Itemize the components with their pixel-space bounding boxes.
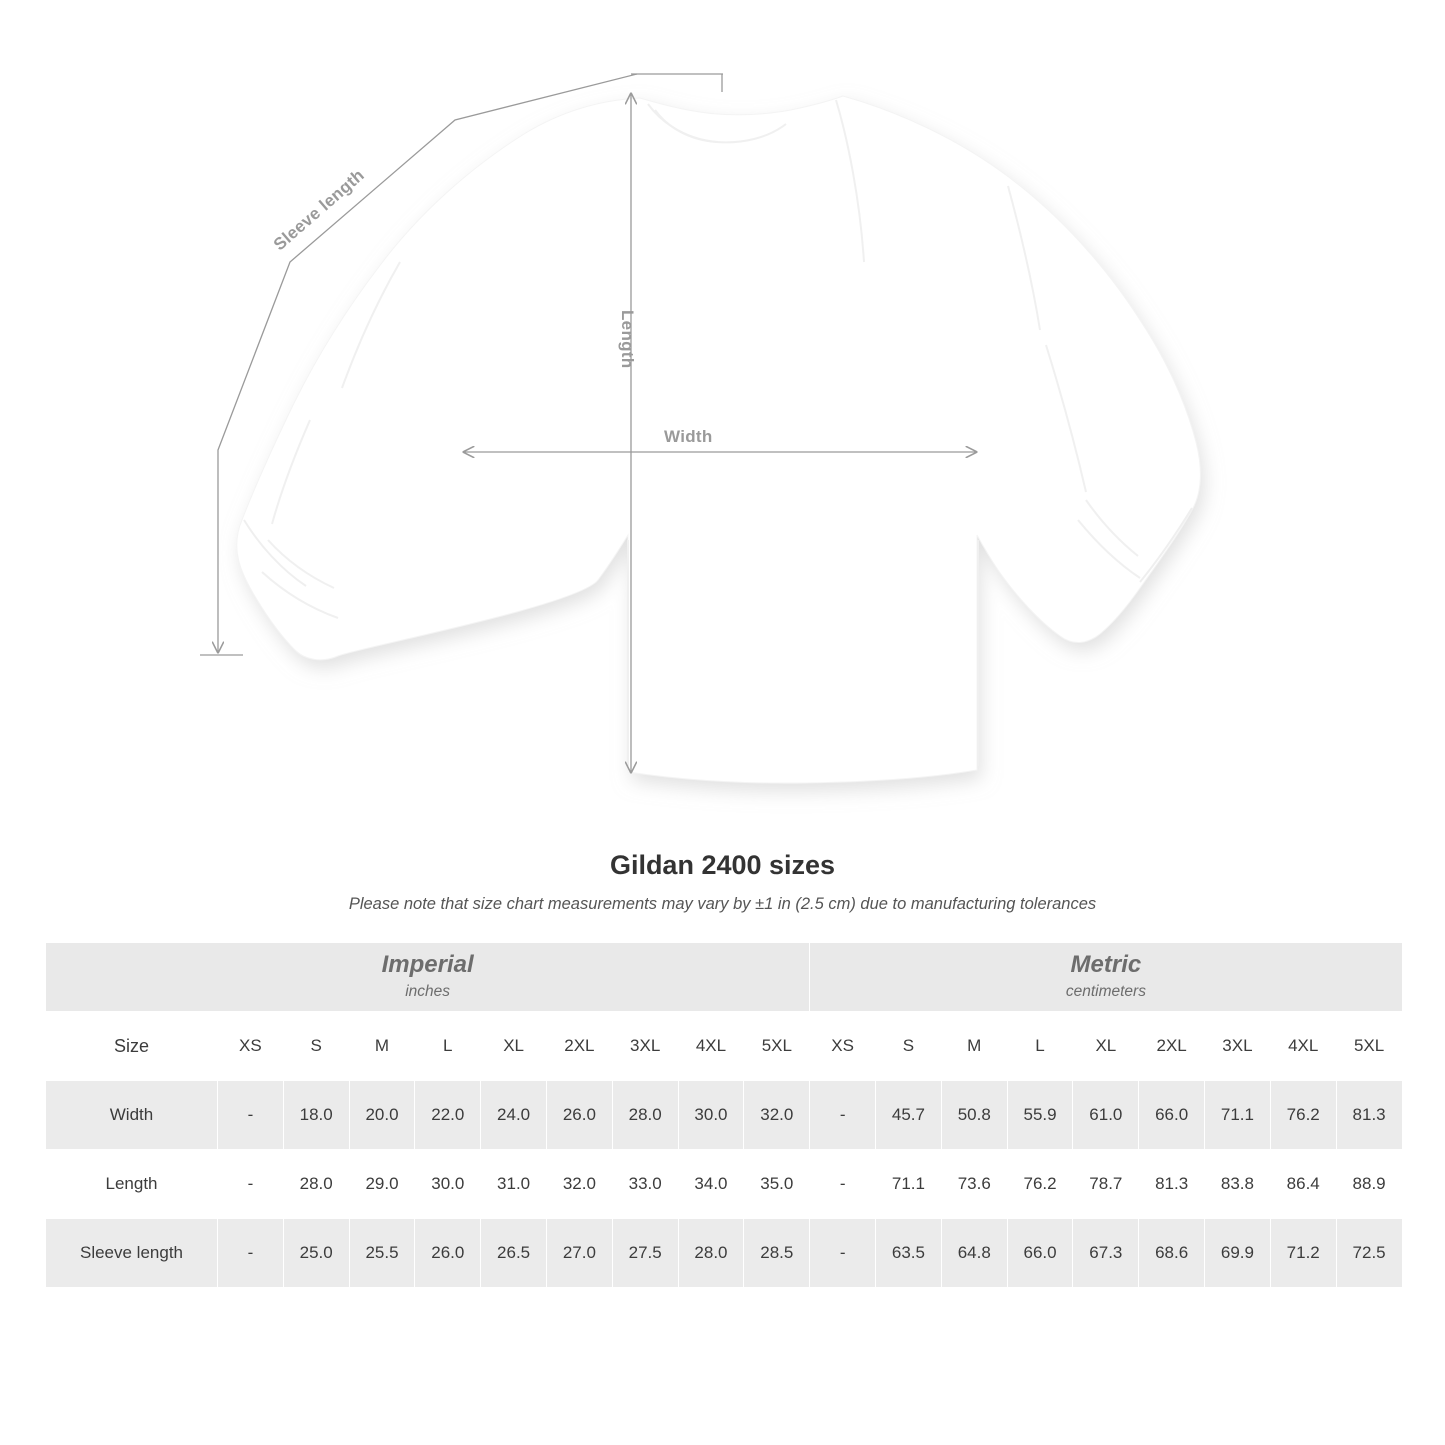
cell-length-12: 76.2 <box>1007 1150 1073 1219</box>
page-title: Gildan 2400 sizes <box>609 850 836 880</box>
column-header-l-imperial: L <box>415 1012 481 1081</box>
cell-length-0: - <box>218 1150 284 1219</box>
cell-sleeve-1: 25.0 <box>283 1219 349 1288</box>
cell-sleeve-11: 64.8 <box>941 1219 1007 1288</box>
cell-width-16: 76.2 <box>1270 1081 1336 1150</box>
cell-width-9: - <box>810 1081 876 1150</box>
cell-width-0: - <box>218 1081 284 1150</box>
imperial-group-header <box>46 943 810 1012</box>
cell-length-8: 35.0 <box>744 1150 810 1219</box>
cell-length-1: 28.0 <box>283 1150 349 1219</box>
cell-length-6: 33.0 <box>612 1150 678 1219</box>
column-header-xl-metric: XL <box>1073 1012 1139 1081</box>
cell-sleeve-12: 66.0 <box>1007 1219 1073 1288</box>
cell-sleeve-6: 27.5 <box>612 1219 678 1288</box>
cell-width-13: 61.0 <box>1073 1081 1139 1150</box>
metric-label: Metric <box>1070 951 1142 979</box>
cell-width-10: 45.7 <box>876 1081 942 1150</box>
cell-length-10: 71.1 <box>876 1150 942 1219</box>
metric-sublabel: centimeters <box>1065 983 1146 1001</box>
table-header-row <box>46 1012 1403 1081</box>
column-header-3xl-imperial: 3XL <box>612 1012 678 1081</box>
cell-length-9: - <box>810 1150 876 1219</box>
column-header-3xl-metric: 3XL <box>1205 1012 1271 1081</box>
cell-sleeve-13: 67.3 <box>1073 1219 1139 1288</box>
cell-sleeve-2: 25.5 <box>349 1219 415 1288</box>
cell-sleeve-14: 68.6 <box>1139 1219 1205 1288</box>
cell-length-15: 83.8 <box>1205 1150 1271 1219</box>
column-header-2xl-imperial: 2XL <box>546 1012 612 1081</box>
cell-width-12: 55.9 <box>1007 1081 1073 1150</box>
cell-length-14: 81.3 <box>1139 1150 1205 1219</box>
cell-width-5: 26.0 <box>546 1081 612 1150</box>
size-table-wrapper <box>45 942 1400 1288</box>
cell-length-13: 78.7 <box>1073 1150 1139 1219</box>
cell-sleeve-10: 63.5 <box>876 1219 942 1288</box>
cell-sleeve-0: - <box>218 1219 284 1288</box>
cell-sleeve-8: 28.5 <box>744 1219 810 1288</box>
column-header-5xl-imperial: 5XL <box>744 1012 810 1081</box>
imperial-sublabel: inches <box>405 983 451 1001</box>
cell-length-3: 30.0 <box>415 1150 481 1219</box>
metric-group-header <box>810 943 1402 1012</box>
row-header-label: Size <box>46 1012 218 1081</box>
cell-length-2: 29.0 <box>349 1150 415 1219</box>
cell-width-3: 22.0 <box>415 1081 481 1150</box>
cell-width-6: 28.0 <box>612 1081 678 1150</box>
tolerance-note: Please note that size chart measurements may vary by ±1 in (2.5 cm) due to manufacturing tolerances <box>348 895 1097 913</box>
row-label-sleeve-length: Sleeve length <box>46 1219 218 1288</box>
column-header-2xl-metric: 2XL <box>1139 1012 1205 1081</box>
length-dimension-label: Length <box>618 310 637 369</box>
cell-sleeve-4: 26.5 <box>481 1219 547 1288</box>
column-header-s-imperial: S <box>283 1012 349 1081</box>
cell-width-4: 24.0 <box>481 1081 547 1150</box>
table-row-sleeve-length <box>46 1219 1403 1288</box>
column-header-m-imperial: M <box>349 1012 415 1081</box>
cell-length-17: 88.9 <box>1336 1150 1402 1219</box>
width-dimension-label: Width <box>664 427 713 446</box>
shirt-shape <box>237 96 1201 783</box>
cell-length-11: 73.6 <box>941 1150 1007 1219</box>
unit-group-row <box>46 943 1403 1012</box>
cell-width-2: 20.0 <box>349 1081 415 1150</box>
cell-sleeve-15: 69.9 <box>1205 1219 1271 1288</box>
size-chart-table <box>45 942 1403 1288</box>
column-header-l-metric: L <box>1007 1012 1073 1081</box>
cell-width-14: 66.0 <box>1139 1081 1205 1150</box>
row-label-width: Width <box>46 1081 218 1150</box>
table-row-width <box>46 1081 1403 1150</box>
cell-width-1: 18.0 <box>283 1081 349 1150</box>
cell-sleeve-3: 26.0 <box>415 1219 481 1288</box>
column-header-4xl-metric: 4XL <box>1270 1012 1336 1081</box>
cell-sleeve-5: 27.0 <box>546 1219 612 1288</box>
imperial-label: Imperial <box>381 951 474 979</box>
column-header-4xl-imperial: 4XL <box>678 1012 744 1081</box>
sleeve-length-dimension-label: Sleeve length <box>269 165 369 255</box>
table-row-length <box>46 1150 1403 1219</box>
cell-width-17: 81.3 <box>1336 1081 1402 1150</box>
row-label-length: Length <box>46 1150 218 1219</box>
column-header-xs-imperial: XS <box>218 1012 284 1081</box>
cell-sleeve-16: 71.2 <box>1270 1219 1336 1288</box>
title-block <box>0 850 1445 914</box>
cell-sleeve-9: - <box>810 1219 876 1288</box>
cell-sleeve-17: 72.5 <box>1336 1219 1402 1288</box>
cell-width-8: 32.0 <box>744 1081 810 1150</box>
column-header-xs-metric: XS <box>810 1012 876 1081</box>
cell-length-7: 34.0 <box>678 1150 744 1219</box>
column-header-5xl-metric: 5XL <box>1336 1012 1402 1081</box>
cell-width-15: 71.1 <box>1205 1081 1271 1150</box>
column-header-s-metric: S <box>876 1012 942 1081</box>
cell-sleeve-7: 28.0 <box>678 1219 744 1288</box>
cell-length-5: 32.0 <box>546 1150 612 1219</box>
cell-width-11: 50.8 <box>941 1081 1007 1150</box>
cell-length-4: 31.0 <box>481 1150 547 1219</box>
column-header-m-metric: M <box>941 1012 1007 1081</box>
cell-width-7: 30.0 <box>678 1081 744 1150</box>
column-header-xl-imperial: XL <box>481 1012 547 1081</box>
cell-length-16: 86.4 <box>1270 1150 1336 1219</box>
